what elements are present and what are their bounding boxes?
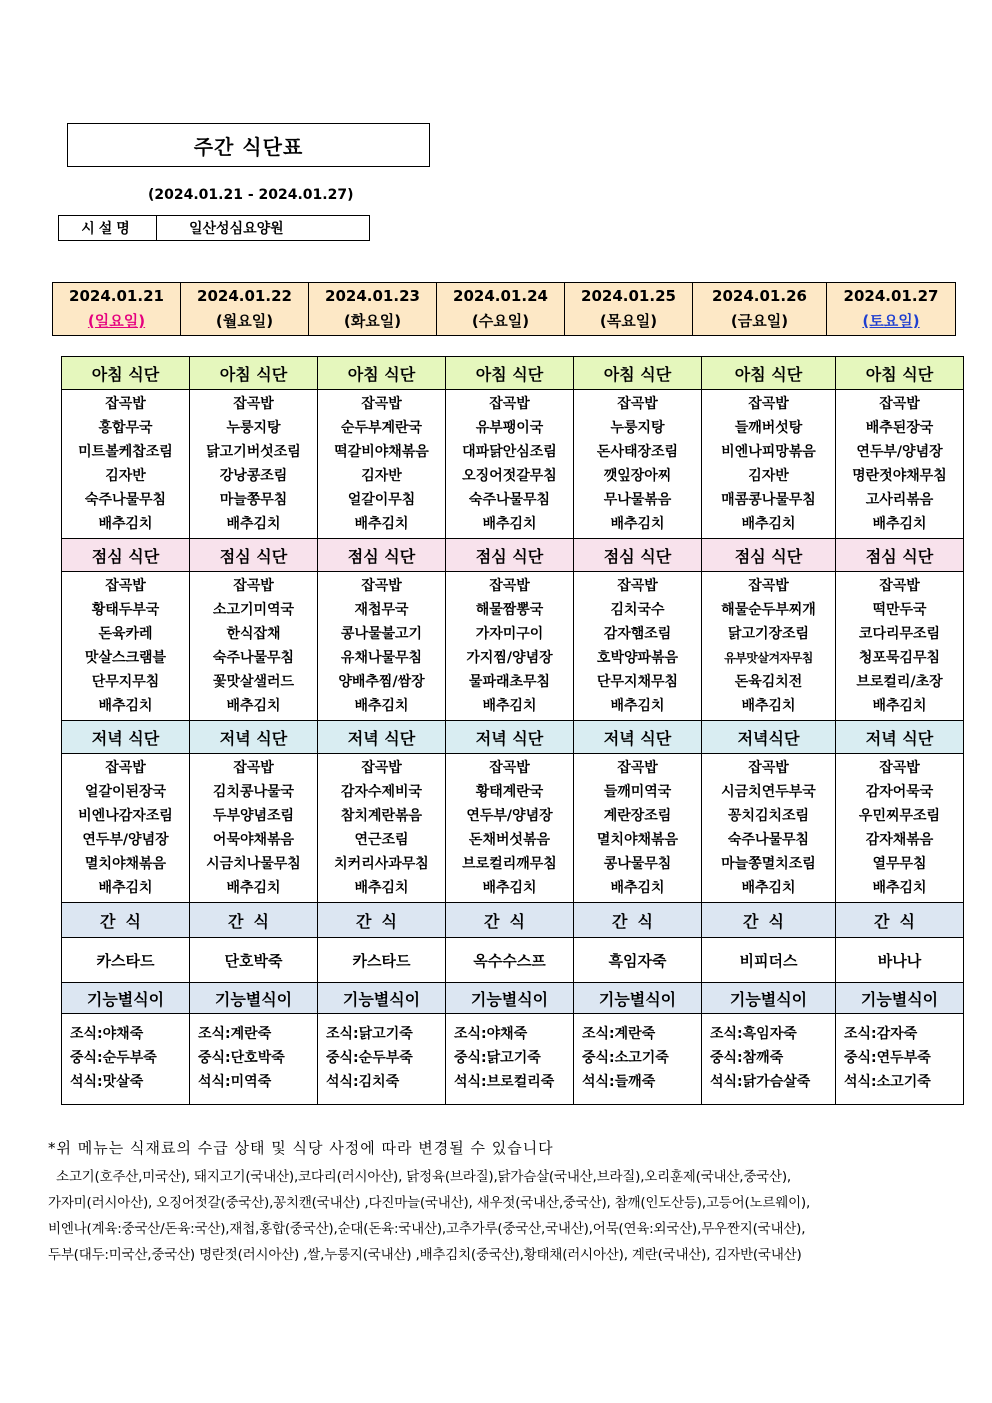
date: 2024.01.21: [69, 287, 164, 305]
weekday: (토요일): [862, 312, 920, 330]
weekday: (목요일): [599, 312, 658, 330]
menu-item: 잡곡밥: [879, 396, 920, 412]
menu-item: 미트볼케찹조림: [78, 444, 173, 460]
menu-item: 배추김치: [354, 516, 409, 532]
lunch-cell-tue: [318, 572, 446, 721]
menu-item: 잡곡밥: [105, 760, 146, 776]
lunch-header: 점심 식단: [62, 539, 190, 572]
dinner-header: 저녁 식단: [836, 721, 964, 754]
menu-item: 물파래초무침: [468, 674, 551, 690]
special-diet-cell-mon: [190, 1014, 318, 1105]
dinner-header: 저녁 식단: [190, 721, 318, 754]
snack-item: 흑임자죽: [574, 938, 702, 983]
menu-item: 잡곡밥: [105, 578, 146, 594]
lunch-cell-thu: [574, 572, 702, 721]
menu-item: 단무지채무침: [596, 674, 679, 690]
breakfast-header: 아침 식단: [190, 357, 318, 390]
dinner-cell-fri: [702, 754, 836, 903]
menu-item: 멸치야채볶음: [596, 832, 679, 848]
breakfast-header: 아침 식단: [702, 357, 836, 390]
dinner-items-row: [62, 754, 964, 903]
dinner-cell-thu: [574, 754, 702, 903]
special-diet-item: 석식:미역죽: [198, 1074, 272, 1090]
dinner-cell-sun: [62, 754, 190, 903]
special-diet-cell-sat: [836, 1014, 964, 1105]
dinner-cell-tue: [318, 754, 446, 903]
breakfast-cell-thu: [574, 390, 702, 539]
menu-item: 누룽지탕: [610, 420, 665, 436]
menu-item: 잡곡밥: [617, 396, 658, 412]
snack-header: 간식: [702, 903, 836, 938]
date: 2024.01.25: [581, 287, 676, 305]
snack-item: 카스타드: [62, 938, 190, 983]
menu-item: 감자햄조림: [603, 626, 672, 642]
menu-item: 배추김치: [354, 698, 409, 714]
menu-item: 해물순두부찌개: [721, 602, 816, 618]
special-header: 기능별식이: [190, 983, 318, 1014]
menu-item: 배추김치: [872, 516, 927, 532]
menu-item: 잡곡밥: [617, 760, 658, 776]
menu-item: 김자반: [748, 468, 789, 484]
menu-item: 감자채볶음: [865, 832, 934, 848]
menu-item: 잡곡밥: [879, 760, 920, 776]
special-diet-cell-fri: [702, 1014, 836, 1105]
menu-item: 감자수제비국: [340, 784, 423, 800]
date: 2024.01.24: [453, 287, 548, 305]
date: 2024.01.26: [712, 287, 807, 305]
breakfast-header-row: [62, 357, 964, 390]
weekday: (화요일): [343, 312, 402, 330]
date-cell-sat: [827, 283, 956, 336]
special-diet-item: 중식:순두부죽: [326, 1050, 413, 1066]
menu-item: 배추김치: [872, 698, 927, 714]
menu-item: 배추김치: [98, 880, 153, 896]
notice-text: *위 메뉴는 식재료의 수급 상태 및 식당 사정에 따라 변경될 수 있습니다: [48, 1139, 554, 1157]
menu-item: 강낭콩조림: [219, 468, 288, 484]
menu-item: 들깨버섯탕: [734, 420, 803, 436]
menu-item: 참치계란볶음: [340, 808, 423, 824]
lunch-items-row: [62, 572, 964, 721]
menu-item: 잡곡밥: [361, 760, 402, 776]
menu-item: 해물짬뽕국: [475, 602, 544, 618]
date-cell-tue: [309, 283, 437, 336]
snack-header: 간식: [836, 903, 964, 938]
snack-header: 간식: [446, 903, 574, 938]
special-header: 기능별식이: [702, 983, 836, 1014]
special-diet-item: 조식:야채죽: [454, 1026, 528, 1042]
breakfast-header: 아침 식단: [574, 357, 702, 390]
special-diet-cell-wed: [446, 1014, 574, 1105]
breakfast-cell-sun: [62, 390, 190, 539]
menu-item: 돈사태장조림: [596, 444, 679, 460]
menu-item: 브로컬리깨무침: [462, 856, 557, 872]
menu-item: 깻잎장아찌: [603, 468, 672, 484]
date-cell-wed: [437, 283, 565, 336]
menu-item: 배추김치: [354, 880, 409, 896]
menu-item: 고사리볶음: [865, 492, 934, 508]
lunch-cell-wed: [446, 572, 574, 721]
menu-item: 마늘쫑멸치조림: [721, 856, 816, 872]
menu-item: 잡곡밥: [748, 396, 789, 412]
special-diet-item: 중식:단호박죽: [198, 1050, 285, 1066]
lunch-cell-mon: [190, 572, 318, 721]
date-header-table: [52, 282, 956, 336]
menu-table: [61, 356, 964, 1105]
dinner-cell-wed: [446, 754, 574, 903]
menu-item: 숙주나물무침: [84, 492, 167, 508]
snack-header: 간식: [574, 903, 702, 938]
menu-item: 콩나물무침: [603, 856, 672, 872]
menu-item: 우민찌무조림: [858, 808, 941, 824]
menu-item: 꽁치김치조림: [727, 808, 810, 824]
snack-item: 바나나: [836, 938, 964, 983]
weekday: (금요일): [730, 312, 789, 330]
menu-item: 배추김치: [741, 516, 796, 532]
menu-item: 홍합무국: [98, 420, 153, 436]
menu-item: 두부양념조림: [212, 808, 295, 824]
breakfast-cell-mon: [190, 390, 318, 539]
dinner-header: 저녁 식단: [446, 721, 574, 754]
date-cell-fri: [693, 283, 827, 336]
dinner-header: 저녁 식단: [318, 721, 446, 754]
special-header: 기능별식이: [446, 983, 574, 1014]
menu-item: 연두부/양념장: [82, 832, 169, 848]
date: 2024.01.23: [325, 287, 420, 305]
menu-item: 얼갈이된장국: [84, 784, 167, 800]
menu-item: 돈육김치전: [734, 674, 803, 690]
special-header-row: [62, 983, 964, 1014]
breakfast-header: 아침 식단: [318, 357, 446, 390]
special-diet-item: 중식:순두부죽: [70, 1050, 157, 1066]
menu-item: 유부맛살겨자무침: [724, 651, 813, 665]
menu-item: 김자반: [105, 468, 146, 484]
menu-item: 양배추찜/쌈장: [338, 674, 425, 690]
lunch-cell-sun: [62, 572, 190, 721]
menu-item: 잡곡밥: [105, 396, 146, 412]
menu-item: 순두부계란국: [340, 420, 423, 436]
menu-item: 청포묵김무침: [858, 650, 941, 666]
menu-item: 코다리무조림: [858, 626, 941, 642]
lunch-cell-fri: [702, 572, 836, 721]
menu-item: 잡곡밥: [617, 578, 658, 594]
menu-item: 배추김치: [98, 516, 153, 532]
special-header: 기능별식이: [574, 983, 702, 1014]
menu-item: 김치콩나물국: [212, 784, 295, 800]
menu-item: 비엔나감자조림: [78, 808, 173, 824]
menu-item: 돈육카레: [98, 626, 153, 642]
menu-item: 김자반: [361, 468, 402, 484]
breakfast-header: 아침 식단: [62, 357, 190, 390]
weekday: (일요일): [87, 312, 146, 330]
special-diet-item: 조식:계란죽: [198, 1026, 272, 1042]
lunch-header: 점심 식단: [574, 539, 702, 572]
menu-item: 감자어묵국: [865, 784, 934, 800]
menu-item: 배추김치: [482, 698, 537, 714]
snack-header: 간식: [190, 903, 318, 938]
special-diet-item: 석식:김치죽: [326, 1074, 400, 1090]
menu-item: 황태두부국: [91, 602, 160, 618]
special-diet-item: 중식:연두부죽: [844, 1050, 931, 1066]
notes: [48, 1137, 958, 1268]
menu-item: 무나물볶음: [603, 492, 672, 508]
special-diet-row: [62, 1014, 964, 1105]
origin-line: 비엔나(계육:중국산/돈육:국산),재첩,홍합(중국산),순대(돈육:국내산),고추가루(중국산,국내산),어묵(연육:외국산),무우짠지(국내산),: [48, 1221, 806, 1237]
special-diet-item: 조식:닭고기죽: [326, 1026, 413, 1042]
menu-item: 대파닭안심조림: [462, 444, 557, 460]
breakfast-cell-fri: [702, 390, 836, 539]
menu-item: 닭고기버섯조림: [206, 444, 301, 460]
facility-box: [58, 215, 370, 241]
snack-header: 간식: [318, 903, 446, 938]
dinner-header-row: [62, 721, 964, 754]
menu-item: 명란젓야채무침: [852, 468, 947, 484]
menu-item: 배추김치: [482, 880, 537, 896]
menu-item: 배추된장국: [865, 420, 934, 436]
origin-line: 가자미(러시아산), 오징어젓갈(중국산),꽁치캔(국내산) ,다진마늘(국내산), 새우젓(국내산,중국산), 참깨(인도산등),고등어(노르웨이),: [48, 1195, 811, 1211]
facility-name: 일산성심요양원: [189, 221, 284, 237]
menu-item: 잡곡밥: [748, 760, 789, 776]
snack-header: 간식: [62, 903, 190, 938]
special-diet-item: 석식:소고기죽: [844, 1074, 931, 1090]
facility-label: 시설명: [59, 216, 157, 240]
page-title: 주간 식단표: [67, 123, 430, 167]
date-cell-thu: [565, 283, 693, 336]
menu-item: 시금치연두부국: [721, 784, 816, 800]
menu-item: 배추김치: [98, 698, 153, 714]
menu-item: 배추김치: [482, 516, 537, 532]
dinner-cell-mon: [190, 754, 318, 903]
menu-item: 김치국수: [610, 602, 665, 618]
dinner-cell-sat: [836, 754, 964, 903]
menu-item: 유채나물무침: [340, 650, 423, 666]
menu-item: 누룽지탕: [226, 420, 281, 436]
origin-line: 소고기(호주산,미국산), 돼지고기(국내산),코다리(러시아산), 닭정육(브라질),닭가슴살(국내산,브라질),오리훈제(국내산,중국산),: [56, 1169, 792, 1185]
menu-item: 숙주나물무침: [468, 492, 551, 508]
special-diet-item: 석식:맛살죽: [70, 1074, 144, 1090]
breakfast-cell-wed: [446, 390, 574, 539]
special-diet-cell-sun: [62, 1014, 190, 1105]
menu-item: 연두부/양념장: [466, 808, 553, 824]
special-header: 기능별식이: [318, 983, 446, 1014]
snack-item: 비피더스: [702, 938, 836, 983]
menu-item: 들깨미역국: [603, 784, 672, 800]
menu-item: 브로컬리/초장: [856, 674, 943, 690]
menu-item: 배추김치: [872, 880, 927, 896]
special-diet-item: 조식:감자죽: [844, 1026, 918, 1042]
menu-item: 한식잡채: [226, 626, 281, 642]
menu-item: 배추김치: [741, 698, 796, 714]
menu-item: 배추김치: [226, 516, 281, 532]
date: 2024.01.22: [197, 287, 292, 305]
menu-item: 어묵야채볶음: [212, 832, 295, 848]
menu-item: 배추김치: [610, 880, 665, 896]
menu-item: 잡곡밥: [233, 760, 274, 776]
lunch-header: 점심 식단: [702, 539, 836, 572]
menu-item: 돈채버섯볶음: [468, 832, 551, 848]
date-cell-sun: [53, 283, 181, 336]
menu-item: 맛살스크램블: [84, 650, 167, 666]
origin-line: 두부(대두:미국산,중국산) 명란젓(러시아산) ,쌀,누룽지(국내산) ,배추김치(중국산),황태채(러시아산), 계란(국내산), 김자반(국내산): [48, 1247, 802, 1263]
special-diet-cell-thu: [574, 1014, 702, 1105]
snack-header-row: [62, 903, 964, 938]
menu-item: 잡곡밥: [879, 578, 920, 594]
menu-item: 황태계란국: [475, 784, 544, 800]
menu-item: 시금치나물무침: [206, 856, 301, 872]
menu-item: 잡곡밥: [748, 578, 789, 594]
weekday: (수요일): [471, 312, 530, 330]
breakfast-header: 아침 식단: [836, 357, 964, 390]
menu-item: 꽃맛살샐러드: [212, 674, 295, 690]
menu-item: 잡곡밥: [489, 578, 530, 594]
breakfast-cell-tue: [318, 390, 446, 539]
menu-item: 떡만두국: [872, 602, 927, 618]
menu-item: 매콤콩나물무침: [721, 492, 816, 508]
menu-item: 콩나물불고기: [340, 626, 423, 642]
breakfast-items-row: [62, 390, 964, 539]
menu-item: 숙주나물무침: [212, 650, 295, 666]
menu-item: 유부팽이국: [475, 420, 544, 436]
menu-item: 잡곡밥: [361, 578, 402, 594]
special-diet-item: 중식:참깨죽: [710, 1050, 784, 1066]
date: 2024.01.27: [843, 287, 939, 305]
menu-item: 얼갈이무침: [347, 492, 416, 508]
menu-item: 가자미구이: [475, 626, 544, 642]
special-diet-item: 석식:들깨죽: [582, 1074, 656, 1090]
breakfast-header: 아침 식단: [446, 357, 574, 390]
special-header: 기능별식이: [836, 983, 964, 1014]
dinner-header: 저녁 식단: [574, 721, 702, 754]
menu-item: 재첩무국: [354, 602, 409, 618]
menu-item: 오징어젓갈무침: [462, 468, 557, 484]
menu-item: 열무무침: [872, 856, 927, 872]
menu-item: 닭고기장조림: [727, 626, 810, 642]
snack-item: 카스타드: [318, 938, 446, 983]
menu-item: 잡곡밥: [233, 396, 274, 412]
menu-item: 배추김치: [741, 880, 796, 896]
date-cell-mon: [181, 283, 309, 336]
special-diet-item: 조식:계란죽: [582, 1026, 656, 1042]
special-header: 기능별식이: [62, 983, 190, 1014]
menu-item: 멸치야채볶음: [84, 856, 167, 872]
date-range: (2024.01.21 - 2024.01.27): [148, 187, 354, 203]
menu-item: 연두부/양념장: [856, 444, 943, 460]
special-diet-item: 조식:흑임자죽: [710, 1026, 797, 1042]
menu-item: 비엔나피망볶음: [721, 444, 816, 460]
dinner-header: 저녁 식단: [62, 721, 190, 754]
special-diet-item: 석식:브로컬리죽: [454, 1074, 555, 1090]
menu-item: 호박양파볶음: [596, 650, 679, 666]
special-diet-cell-tue: [318, 1014, 446, 1105]
breakfast-cell-sat: [836, 390, 964, 539]
special-diet-item: 석식:닭가슴살죽: [710, 1074, 811, 1090]
snack-row: [62, 938, 964, 983]
menu-item: 계란장조림: [603, 808, 672, 824]
dinner-header: 저녁식단: [702, 721, 836, 754]
lunch-header: 점심 식단: [446, 539, 574, 572]
special-diet-item: 중식:닭고기죽: [454, 1050, 541, 1066]
weekday: (월요일): [215, 312, 274, 330]
menu-item: 배추김치: [610, 516, 665, 532]
menu-item: 잡곡밥: [361, 396, 402, 412]
lunch-header-row: [62, 539, 964, 572]
menu-item: 배추김치: [226, 880, 281, 896]
menu-item: 잡곡밥: [489, 760, 530, 776]
menu-item: 치커리사과무침: [334, 856, 429, 872]
snack-item: 단호박죽: [190, 938, 318, 983]
menu-item: 떡갈비야채볶음: [334, 444, 429, 460]
menu-item: 연근조림: [354, 832, 409, 848]
menu-item: 배추김치: [610, 698, 665, 714]
menu-item: 숙주나물무침: [727, 832, 810, 848]
menu-item: 단무지무침: [91, 674, 160, 690]
menu-item: 가지찜/양념장: [466, 650, 553, 666]
lunch-cell-sat: [836, 572, 964, 721]
lunch-header: 점심 식단: [318, 539, 446, 572]
snack-item: 옥수수스프: [446, 938, 574, 983]
special-diet-item: 중식:소고기죽: [582, 1050, 669, 1066]
special-diet-item: 조식:야채죽: [70, 1026, 144, 1042]
menu-item: 잡곡밥: [233, 578, 274, 594]
menu-item: 잡곡밥: [489, 396, 530, 412]
menu-item: 마늘쫑무침: [219, 492, 288, 508]
menu-item: 배추김치: [226, 698, 281, 714]
lunch-header: 점심 식단: [190, 539, 318, 572]
menu-item: 소고기미역국: [212, 602, 295, 618]
lunch-header: 점심 식단: [836, 539, 964, 572]
